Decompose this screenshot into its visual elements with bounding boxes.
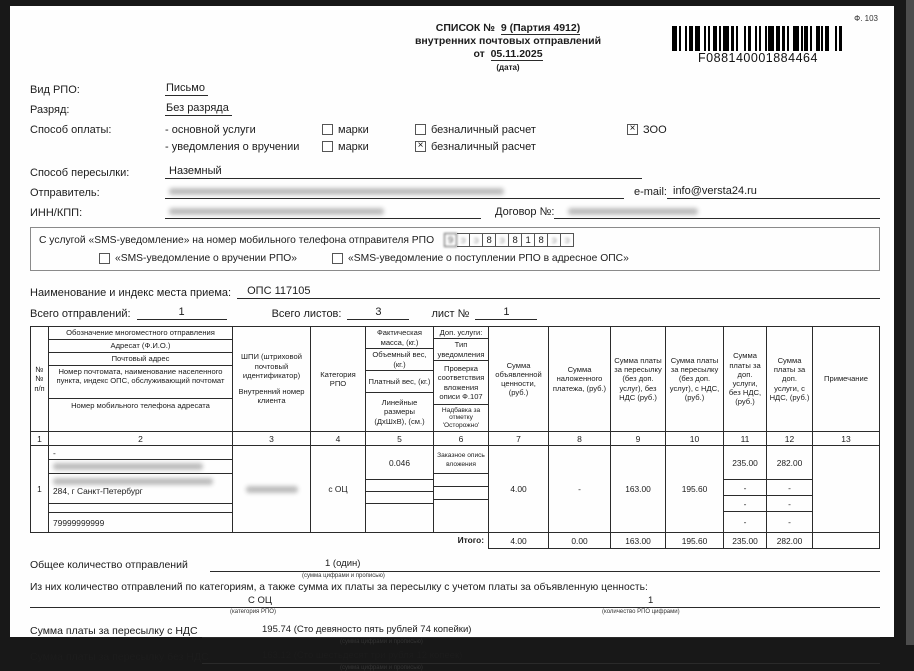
digit-cell: [470, 233, 483, 247]
sms-phone-digits: [444, 233, 574, 247]
document-header: [30, 14, 880, 76]
digit-cell: [496, 233, 509, 247]
row-inn: [30, 201, 880, 219]
title-line1: СПИСОК № 9 (Партия 4912): [435, 22, 581, 34]
th-cod: Сумма наложенного платежа, (руб.): [549, 327, 611, 431]
row-vat-sum: Сумма платы за пересылку с НДС 195.74 (Сто девяносто пять рублей 74 копейки) (сумма цифрами и прописью): [30, 621, 880, 645]
sheet-no-label: лист №: [431, 308, 470, 320]
sms-checkboxes: [39, 253, 871, 264]
category-count: 1: [648, 595, 654, 606]
th-num: № № п/п: [31, 327, 49, 431]
shipping-value: Наземный: [165, 165, 642, 179]
th-postage-no-vat: Сумма платы за пересылку (без доп. услуг), без НДС (руб.): [611, 327, 666, 431]
vat-label: Сумма платы за пересылку с НДС: [30, 625, 198, 637]
cell-note: [813, 446, 879, 532]
th-declared-value: Сумма объявленной ценности, (руб.): [489, 327, 549, 431]
th-shpi: ШПИ (штриховой почтовый идентификатор) Внутренний номер клиента: [233, 327, 311, 431]
cell-address: 284, г Санкт-Петербург: [49, 474, 232, 504]
date-caption: (дата): [496, 63, 520, 72]
vid-rpo-value: Письмо: [165, 82, 208, 96]
date-value: 05.11.2025: [490, 48, 543, 60]
digit-cell: 8: [483, 233, 496, 247]
window-edge-strip: [906, 0, 914, 645]
digit-cell: 8: [535, 233, 548, 247]
payment-label: Способ оплаты:: [30, 123, 112, 136]
barcode: [642, 26, 874, 65]
cb-cashless-1: безналичный расчет: [415, 124, 627, 136]
checkbox-marks-2-icon: [322, 141, 333, 152]
cell-postage-no-vat: 163.00: [611, 446, 666, 532]
th-note: Примечание: [824, 374, 868, 384]
shipping-label: Способ пересылки:: [30, 167, 130, 179]
checkbox-cashless-1-icon: [415, 124, 426, 135]
cell-services-no-vat: 235.00 - - -: [724, 446, 767, 532]
row-total-count: Общее количество отправлений 1 (один) (сумма цифрами и прописью): [30, 555, 880, 579]
cb-cashless-2: × безналичный расчет: [415, 141, 627, 153]
title-date: от 05.11.2025: [473, 48, 543, 60]
cell-postamat: [49, 504, 232, 513]
cell-notification-type: Заказное опись вложения: [434, 446, 488, 474]
totals-note: [813, 533, 879, 548]
cell-addressee: [49, 446, 233, 532]
row-razryad: [30, 98, 880, 116]
cb-zoo: × ЗОО: [627, 124, 667, 136]
cb-sms-delivery: «SMS-уведомление о вручении РПО»: [99, 253, 297, 264]
cell-phone: 79999999999: [53, 517, 105, 528]
th-services-no-vat: Сумма платы за доп. услуги, без НДС, (руб.): [724, 327, 767, 431]
sms-line: [39, 233, 871, 247]
redacted-addressee: [53, 463, 203, 470]
list-number: 9 (Партия 4912): [500, 22, 581, 34]
cb-marks-1: марки: [322, 124, 415, 136]
checkbox-sms-arrival-icon: [332, 253, 343, 264]
checkbox-sms-delivery-icon: [99, 253, 110, 264]
sheet-no-value: 1: [475, 306, 537, 320]
checkbox-zoo-icon: [627, 124, 638, 135]
total-label: Всего отправлений:: [30, 308, 131, 320]
digit-cell: 8: [509, 233, 522, 247]
title-line2: внутренних почтовых отправлений: [414, 35, 602, 47]
payment-row2-label: - уведомления о вручении: [165, 140, 300, 153]
th-weight: Фактическая масса, (кг.) Объемный вес, (кг.) Платный вес, (кг.) Линейные размеры (ДхШхВ), (см.): [366, 327, 434, 431]
inn-value-redacted: [165, 205, 481, 219]
email-value: info@versta24.ru: [667, 185, 880, 199]
sms-section: [30, 227, 880, 271]
row-category: С ОЦ 1 (категория РПО) (количество РПО цифрами): [30, 593, 880, 619]
cell-weight: [366, 446, 434, 532]
redacted-shpi: [246, 486, 298, 493]
vid-rpo-label: Вид РПО:: [30, 84, 80, 96]
redacted-inn: [169, 208, 384, 215]
row-payment-2: [30, 138, 880, 155]
email-label: e-mail:: [633, 186, 667, 198]
row-shipping: [30, 161, 880, 179]
novat-label: Сумма платы за пересылку без НДС: [30, 651, 209, 663]
cell-addressee-name-redacted: [49, 460, 232, 474]
cell-row-number: 1: [31, 446, 49, 532]
cell-actual-weight: 0.046: [366, 446, 433, 480]
row-acceptance-place: [30, 279, 880, 299]
row-sender: [30, 181, 880, 199]
document-page: [10, 6, 894, 671]
checkbox-cashless-2-icon: [415, 141, 426, 152]
redacted-sender: [169, 188, 504, 195]
sheets-label: Всего листов:: [271, 308, 342, 320]
totals-row: [30, 533, 880, 549]
place-label: Наименование и индекс места приема:: [30, 287, 232, 299]
totals-label: Итого:: [457, 535, 484, 545]
th-postage-vat: Сумма платы за пересылку (без доп. услуг), с НДС, (руб.): [666, 327, 724, 431]
cell-declared-value: 4.00: [489, 446, 549, 532]
barcode-text: F088140001884464: [698, 51, 818, 65]
cell-services-vat: 282.00 - - -: [767, 446, 813, 532]
digit-cell: 1: [522, 233, 535, 247]
razryad-label: Разряд:: [30, 104, 70, 116]
barcode-bars-icon: [642, 26, 874, 51]
document-title: [380, 22, 636, 74]
row-acceptance-counts: [30, 301, 880, 320]
th-services: Доп. услуги: Тип уведомления Проверка соответствия вложения описи Ф.107 Надбавка за отметку 'Осторожно': [434, 327, 489, 431]
digit-cell: 9: [444, 233, 457, 247]
place-value: ОПС 117105: [237, 285, 880, 299]
digit-cell: [548, 233, 561, 247]
inn-label: ИНН/КПП:: [30, 207, 83, 219]
category-value: С ОЦ: [248, 595, 272, 606]
total-count-label: Общее количество отправлений: [30, 559, 188, 571]
checkbox-marks-1-icon: [322, 124, 333, 135]
redacted-address-line1: [53, 478, 213, 485]
sender-value-redacted: [165, 185, 624, 199]
cell-cod: -: [549, 446, 611, 532]
redacted-contract: [568, 208, 698, 215]
novat-value: 163.12 (Сто шестьдесят три рубля 12 копеек): [262, 650, 463, 661]
shipments-table: [30, 326, 880, 533]
table-header: [31, 327, 879, 431]
categories-note: Из них количество отправлений по категориям, а также сумма их платы за пересылку с учетом платы за объявленную ценность:: [30, 582, 648, 593]
th-category: Категория РПО: [311, 327, 366, 431]
digit-cell: [561, 233, 574, 247]
cb-marks-2: марки: [322, 141, 415, 153]
cell-category: с ОЦ: [311, 446, 366, 532]
vat-value: 195.74 (Сто девяносто пять рублей 74 копейки): [262, 624, 472, 635]
cell-services: [434, 446, 489, 532]
th-addressee: Обозначение многоместного отправления Адресат (Ф.И.О.) Почтовый адрес Номер почтомата, наименование населенного пункта, индекс ОПС, обслуживающий почтомат Номер мобильного телефона адресата: [49, 327, 233, 431]
row-novat-sum: Сумма платы за пересылку без НДС 163.12 (Сто шестьдесят три рубля 12 копеек) (сумма цифрами и прописью): [30, 647, 880, 671]
sender-label: Отправитель:: [30, 187, 100, 199]
total-value: 1: [137, 306, 227, 320]
sheets-value: 3: [347, 306, 409, 320]
form-code: Ф. 103: [854, 14, 878, 23]
cell-multiplace: -: [49, 446, 232, 460]
contract-label: Договор №:: [495, 206, 555, 218]
total-count-value: 1 (один): [325, 558, 361, 569]
row-payment-1: [30, 121, 880, 138]
cell-shpi-redacted: [233, 446, 311, 532]
row-vid-rpo: [30, 78, 880, 96]
cell-postage-vat: 195.60: [666, 446, 724, 532]
th-services-vat: Сумма платы за доп. услуги, с НДС, (руб.): [767, 327, 813, 431]
razryad-value: Без разряда: [165, 102, 232, 116]
table-row: [31, 445, 879, 532]
digit-cell: [457, 233, 470, 247]
contract-value-redacted: [554, 205, 880, 219]
table-column-numbers: 1 2 3 4 5 6 7 8 9 10 11 12 13: [31, 431, 879, 445]
sms-line-text: С услугой «SMS-уведомление» на номер мобильного телефона отправителя РПО: [39, 234, 435, 246]
totals-cells: 4.00 0.00 163.00 195.60 235.00 282.00: [488, 533, 880, 549]
payment-row1-label: - основной услуги: [165, 123, 256, 136]
cb-sms-arrival: «SMS-уведомление о поступлении РПО в адресное ОПС»: [332, 253, 629, 264]
